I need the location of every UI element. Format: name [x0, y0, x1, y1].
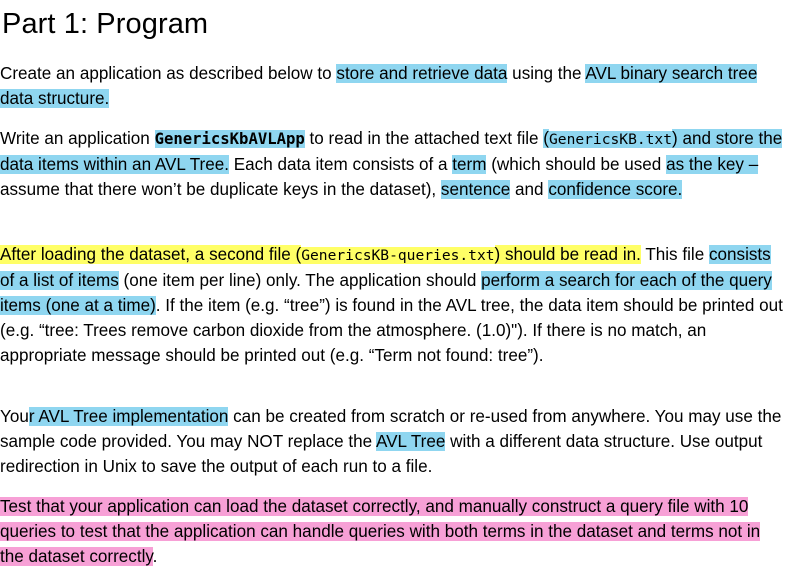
highlight: store and retrieve data: [336, 64, 508, 83]
highlight: (: [543, 129, 549, 148]
highlight: sentence: [440, 180, 511, 199]
text: . If the item (e.g. “tree”) is found in the AVL tree, the data item should be printed out (e.g. “tree: Trees remove carbon dioxide from the atmosphere. (1.0)"). If there is no match, an appropriate message should be printed out (e.g. “Term not found: tree”).: [0, 296, 783, 365]
app-name: GenericsKbAVLApp: [154, 130, 305, 148]
text: (which should be used: [486, 155, 667, 174]
text: Each data item consists of a: [229, 155, 453, 174]
highlight: perform a search for each of the query items (one at a time): [0, 271, 772, 315]
highlight: r AVL Tree implementation: [28, 407, 229, 426]
text: This file: [640, 245, 709, 264]
text: and: [510, 180, 549, 199]
dataset-filename: GenericsKB.txt: [549, 131, 673, 148]
text: (one item per line) only. The application should: [118, 271, 482, 290]
text: Write an application: [0, 129, 155, 148]
paragraph-implementation: [0, 404, 786, 479]
paragraph-queries: [0, 242, 786, 368]
text: with a different data structure. Use output redirection in Unix to save the output of each run to a file.: [0, 432, 763, 476]
paragraph-intro: [0, 61, 786, 111]
text: Create an application as described below to: [0, 64, 337, 83]
highlight-yellow: ) should be read in.: [494, 245, 641, 264]
paragraph-testing: [0, 494, 786, 569]
highlight-yellow: After loading the dataset, a second file (: [0, 245, 302, 264]
highlight: consists of a list of items: [0, 245, 771, 290]
paragraph-app: [0, 126, 786, 202]
text: You: [0, 407, 29, 426]
queries-filename: GenericsKB-queries.txt: [301, 247, 495, 264]
highlight: as the key –: [666, 155, 759, 174]
highlight-pink: Test that your application can load the dataset correctly, and manually construct a query file with 10 queries to test that the application can handle queries with both terms in the dataset and terms not in the dataset correctly: [0, 497, 761, 566]
highlight: AVL binary search tree data structure.: [0, 64, 758, 108]
text: .: [152, 547, 158, 566]
highlight: term: [452, 155, 487, 174]
highlight: confidence score.: [548, 180, 683, 199]
highlight: AVL Tree: [375, 432, 446, 451]
highlight: ) and store the data items within an AVL Tree.: [0, 129, 783, 174]
text: can be created from scratch or re-used from anywhere. You may use the sample code provided. You may NOT replace the: [0, 407, 782, 451]
text: to read in the attached text file: [304, 129, 544, 148]
text: assume that there won’t be duplicate keys in the dataset),: [0, 180, 441, 199]
text: using the: [507, 64, 586, 83]
page-title: Part 1: Program: [2, 8, 209, 40]
